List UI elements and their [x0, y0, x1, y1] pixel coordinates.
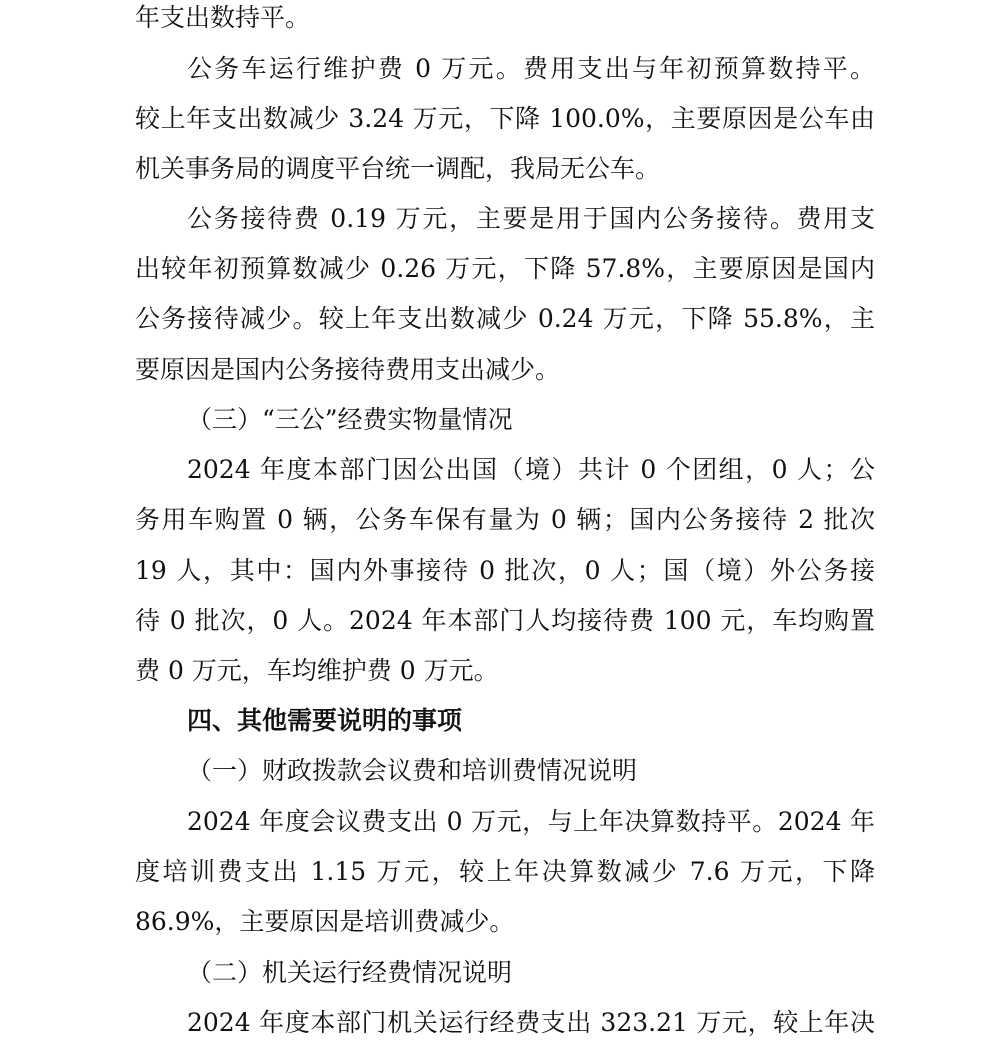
paragraph-line: 要原因是国内公务接待费用支出减少。 [135, 355, 561, 384]
paragraph-first-line: 2024 年度会议费支出 0 万元，与上年决算数持平。2024 年 [187, 807, 875, 836]
paragraph-line: 公务接待减少。较上年支出数减少 0.24 万元，下降 55.8%，主 [135, 304, 875, 333]
paragraph-first-line: 公务车运行维护费 0 万元。费用支出与年初预算数持平。 [187, 54, 875, 83]
paragraph-line: 度培训费支出 1.15 万元，较上年决算数减少 7.6 万元，下降 [135, 857, 875, 886]
paragraph-first-line: 2024 年度本部门因公出国（境）共计 0 个团组，0 人；公 [187, 455, 875, 484]
section-heading: 四、其他需要说明的事项 [187, 706, 463, 735]
paragraph-line: 务用车购置 0 辆，公务车保有量为 0 辆；国内公务接待 2 批次 [135, 505, 875, 534]
paragraph-line: 较上年支出数减少 3.24 万元，下降 100.0%，主要原因是公车由 [135, 104, 875, 133]
paragraph-line: 86.9%，主要原因是培训费减少。 [135, 907, 515, 936]
paragraph-first-line: 公务接待费 0.19 万元，主要是用于国内公务接待。费用支 [187, 204, 875, 233]
paragraph-line: 费 0 万元，车均维护费 0 万元。 [135, 656, 499, 685]
paragraph-line: 待 0 批次，0 人。2024 年本部门人均接待费 100 元，车均购置 [135, 606, 875, 635]
section-subheading: （二）机关运行经费情况说明 [187, 958, 513, 987]
paragraph-line: 出较年初预算数减少 0.26 万元，下降 57.8%，主要原因是国内 [135, 254, 875, 283]
paragraph-first-line: 2024 年度本部门机关运行经费支出 323.21 万元，较上年决 [187, 1008, 875, 1037]
section-subheading: （三）“三公”经费实物量情况 [187, 405, 513, 434]
section-subheading: （一）财政拨款会议费和培训费情况说明 [187, 756, 638, 785]
paragraph-line: 机关事务局的调度平台统一调配，我局无公车。 [135, 154, 661, 183]
paragraph-line: 年支出数持平。 [135, 3, 311, 32]
paragraph-line: 19 人，其中：国内外事接待 0 批次，0 人；国（境）外公务接 [135, 556, 875, 585]
